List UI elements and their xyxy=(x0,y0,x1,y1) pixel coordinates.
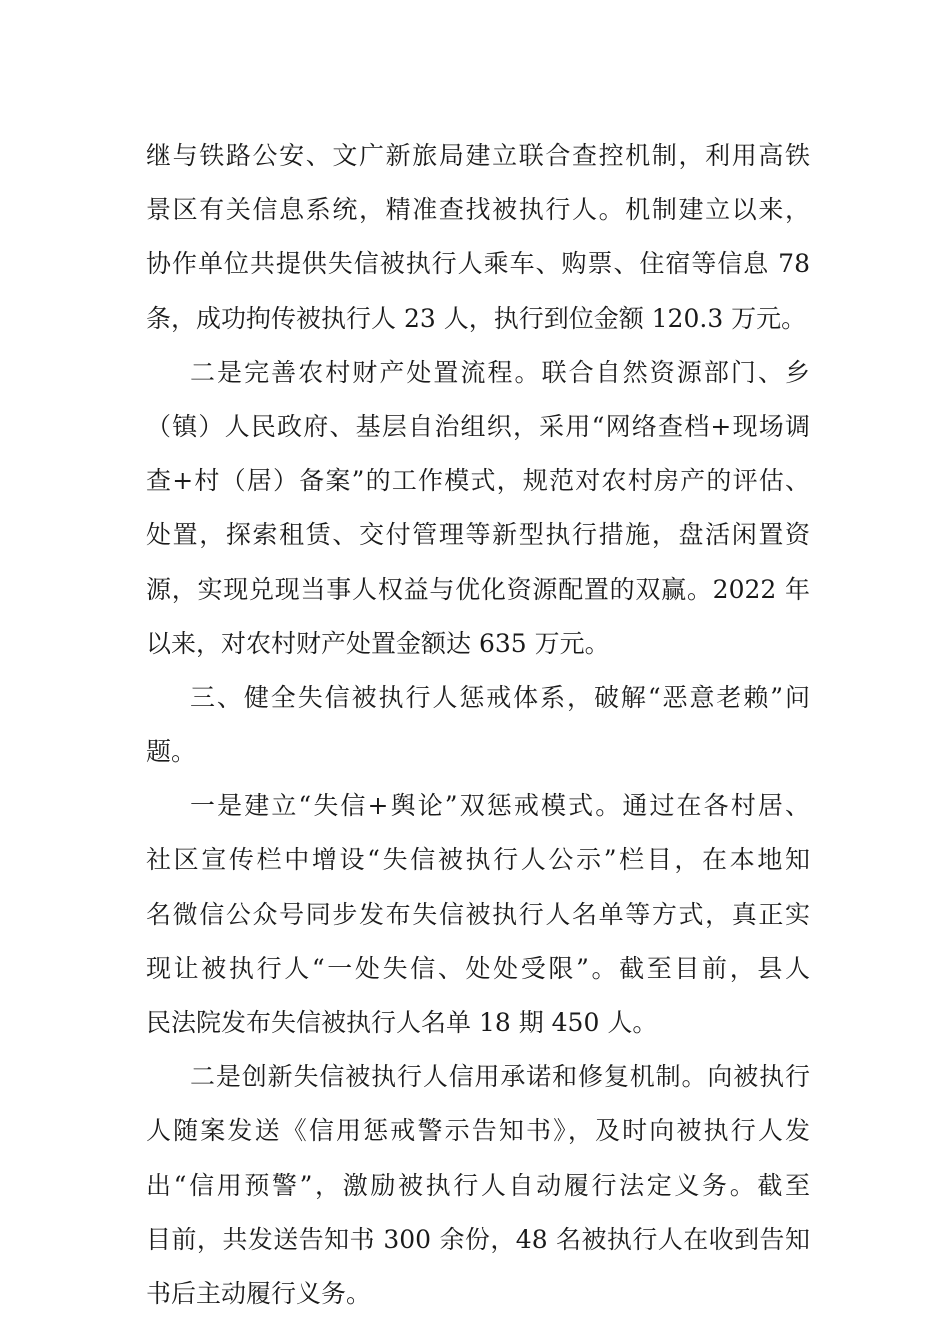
text-line: 人随案发送《信用惩戒警示告知书》，及时向被执行人发 xyxy=(146,1116,810,1146)
paragraph-first-line: 二是创新失信被执行人信用承诺和修复机制。向被执行 xyxy=(190,1062,810,1092)
text-line: 协作单位共提供失信被执行人乘车、购票、住宿等信息 78 xyxy=(146,249,810,279)
text-line: 民法院发布失信被执行人名单 18 期 450 人。 xyxy=(146,1008,658,1037)
text-line: 名微信公众号同步发布失信被执行人名单等方式，真正实 xyxy=(146,899,810,929)
paragraph-first-line: 二是完善农村财产处置流程。联合自然资源部门、乡 xyxy=(190,357,810,387)
section-heading-line: 题。 xyxy=(146,737,197,767)
text-line: （镇）人民政府、基层自治组织，采用“网络查档+现场调 xyxy=(146,411,810,441)
text-line: 条，成功拘传被执行人 23 人，执行到位金额 120.3 万元。 xyxy=(146,303,807,333)
text-line: 处置，探索租赁、交付管理等新型执行措施，盘活闲置资 xyxy=(146,520,810,550)
text-line: 出“信用预警”，激励被执行人自动履行法定义务。截至 xyxy=(146,1170,810,1200)
text-line: 继与铁路公安、文广新旅局建立联合查控机制，利用高铁 xyxy=(146,141,810,170)
text-line: 目前，共发送告知书 300 余份，48 名被执行人在收到告知 xyxy=(146,1224,810,1254)
paragraph-first-line: 一是建立“失信+舆论”双惩戒模式。通过在各村居、 xyxy=(190,791,810,821)
body-text xyxy=(146,129,810,1321)
text-line: 书后主动履行义务。 xyxy=(146,1278,372,1308)
section-heading-line: 三、健全失信被执行人惩戒体系，破解“恶意老赖”问 xyxy=(190,682,810,712)
text-line: 查+村（居）备案”的工作模式，规范对农村房产的评估、 xyxy=(146,466,810,496)
text-line: 以来，对农村财产处置金额达 635 万元。 xyxy=(146,628,610,658)
text-line: 源，实现兑现当事人权益与优化资源配置的双赢。2022 年 xyxy=(146,574,810,604)
text-line: 现让被执行人“一处失信、处处受限”。截至目前，县人 xyxy=(146,953,810,983)
text-line: 社区宣传栏中增设“失信被执行人公示”栏目，在本地知 xyxy=(146,845,810,875)
text-line: 景区有关信息系统，精准查找被执行人。机制建立以来， xyxy=(146,195,810,225)
